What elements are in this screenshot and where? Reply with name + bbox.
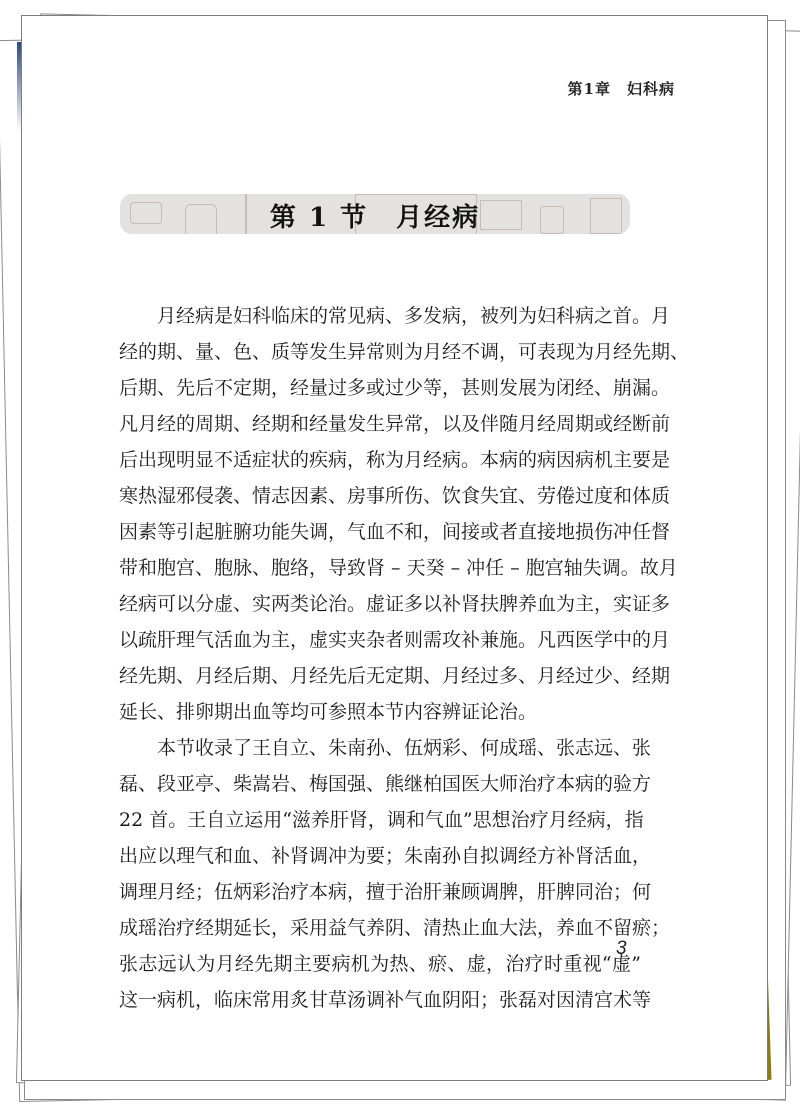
paragraph-line: 因素等引起脏腑功能失调，气血不和，间接或者直接地损伤冲任督: [119, 521, 671, 543]
paragraph-line: 调理月经；伍炳彩治疗本病，擅于治肝兼顾调脾，肝脾同治；何: [119, 881, 652, 903]
paragraph-line: 延长、排卵期出血等均可参照本节内容辨证论治。: [119, 701, 538, 723]
paragraph-line: 本节收录了王自立、朱南孙、伍炳彩、何成瑶、张志远、张: [157, 737, 652, 759]
paragraph-line: 后期、先后不定期，经量过多或过少等，甚则发展为闭经、崩漏。: [119, 377, 671, 399]
paragraph-line: 经病可以分虚、实两类论治。虚证多以补肾扶脾养血为主，实证多: [119, 593, 671, 615]
section-title: 第 1 节 月经病: [269, 203, 481, 233]
paragraph-line: 出应以理气和血、补肾调冲为要；朱南孙自拟调经方补肾活血，: [119, 845, 652, 867]
paragraph-line: 后出现明显不适症状的疾病，称为月经病。本病的病因病机主要是: [119, 449, 671, 471]
paragraph-line: 22 首。王自立运用“滋养肝肾，调和气血”思想治疗月经病，指: [119, 809, 644, 831]
paragraph-line: 成瑶治疗经期延长，采用益气养阴、清热止血大法，养血不留瘀；: [119, 917, 671, 939]
paragraph-line: 这一病机，临床常用炙甘草汤调补气血阴阳；张磊对因清宫术等: [119, 989, 652, 1011]
paragraph-line: 张志远认为月经先期主要病机为热、瘀、虚，治疗时重视“虚”: [119, 953, 641, 975]
paragraph-line: 磊、段亚亭、柴嵩岩、梅国强、熊继柏国医大师治疗本病的验方: [119, 773, 652, 795]
paragraph-line: 经的期、量、色、质等发生异常则为月经不调，可表现为月经先期、: [119, 341, 690, 363]
paragraph-line: 以疏肝理气活血为主，虚实夹杂者则需攻补兼施。凡西医学中的月: [119, 629, 671, 651]
paragraph-line: 经先期、月经后期、月经先后无定期、月经过多、月经过少、经期: [119, 665, 671, 687]
paragraph-line: 月经病是妇科临床的常见病、多发病，被列为妇科病之首。月: [157, 305, 671, 327]
paragraph-line: 寒热湿邪侵袭、情志因素、房事所伤、饮食失宜、劳倦过度和体质: [119, 485, 671, 507]
chapter-header: 第1章 妇科病: [567, 80, 675, 98]
page-number: 3: [616, 938, 627, 959]
section-banner: [120, 194, 630, 234]
paragraph-line: 凡月经的周期、经期和经量发生异常，以及伴随月经周期或经断前: [119, 413, 671, 435]
paragraph-line: 带和胞宫、胞脉、胞络，导致肾 – 天癸 – 冲任 – 胞宫轴失调。故月: [119, 557, 678, 579]
body-text: [119, 298, 690, 1018]
